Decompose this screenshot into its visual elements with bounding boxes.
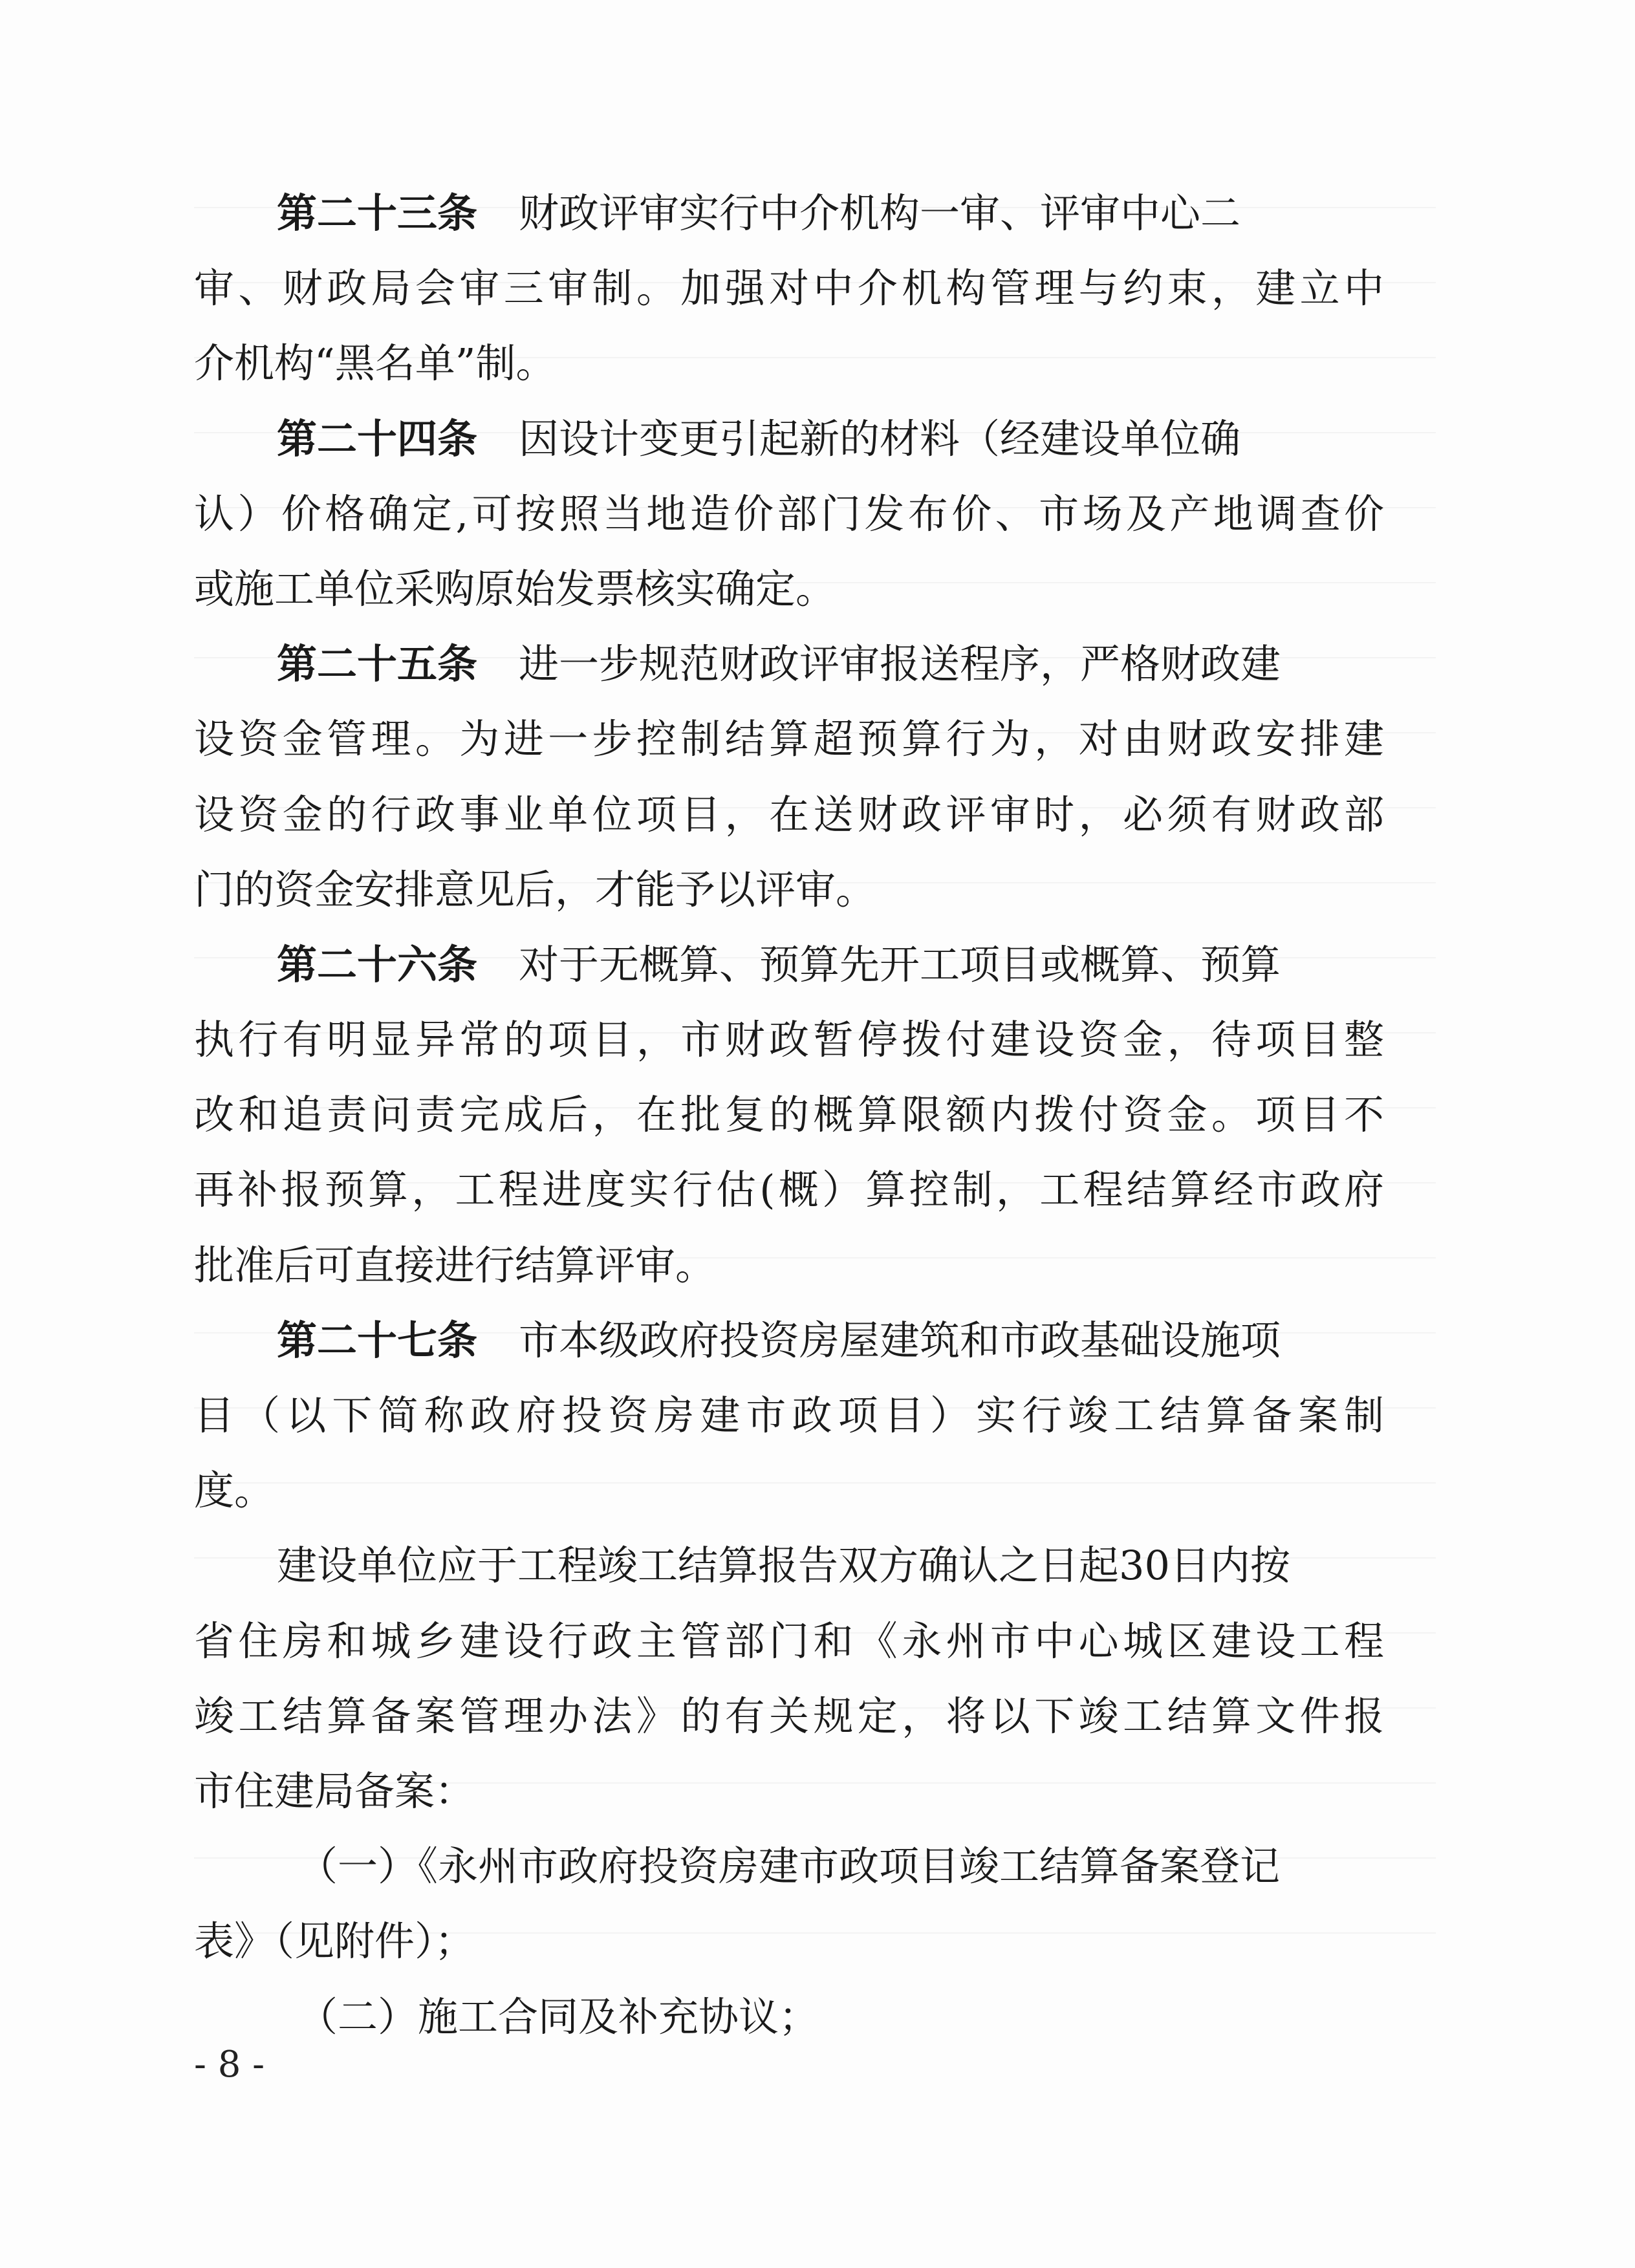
text-run: 度。 <box>194 1467 275 1515</box>
article-27-line-1 <box>194 1303 1423 1378</box>
text-run: 市本级政府投资房屋建筑和市政基础设施项 <box>519 1316 1281 1364</box>
page-number: - 8 - <box>194 2044 265 2086</box>
text-line <box>194 1002 1423 1077</box>
text-run: 批准后可直接进行结算评审。 <box>194 1241 716 1289</box>
paragraph-line <box>194 1528 1423 1603</box>
article-25-line-1 <box>194 627 1423 702</box>
text-run: 设资金的行政事业单位项目，在送财政评审时，必须有财政部 <box>194 790 1384 838</box>
text-line <box>194 552 1423 627</box>
list-item-line <box>194 1980 1423 2055</box>
text-run: 介机构“黑名单”制。 <box>194 340 556 387</box>
text-run: 执行有明显异常的项目，市财政暂停拨付建设资金，待项目整 <box>194 1016 1384 1064</box>
text-run: 目（以下简称政府投资房建市政项目）实行竣工结算备案制 <box>194 1392 1384 1439</box>
article-26-line-1 <box>194 927 1423 1002</box>
text-run: 或施工单位采购原始发票核实确定。 <box>194 565 836 612</box>
text-line <box>194 1378 1423 1453</box>
text-line <box>194 1453 1423 1528</box>
text-line <box>194 1904 1423 1979</box>
text-run: 竣工结算备案管理办法》的有关规定，将以下竣工结算文件报 <box>194 1692 1384 1740</box>
text-run: 财政评审实行中介机构一审、评审中心二 <box>519 189 1241 237</box>
text-line <box>194 777 1423 852</box>
text-line <box>194 477 1423 552</box>
article-heading: 第二十七条 <box>277 1316 478 1364</box>
text-run: 再补报预算，工程进度实行估(概）算控制，工程结算经市政府 <box>194 1166 1384 1214</box>
text-line <box>194 1604 1423 1679</box>
article-23-line-1 <box>194 176 1423 251</box>
text-line <box>194 702 1423 777</box>
text-run: 因设计变更引起新的材料（经建设单位确 <box>519 415 1241 462</box>
text-run: 设资金管理。为进一步控制结算超预算行为，对由财政安排建 <box>194 715 1384 763</box>
text-run: 门的资金安排意见后，才能予以评审。 <box>194 865 876 913</box>
article-heading: 第二十六条 <box>277 940 478 988</box>
text-line <box>194 326 1423 401</box>
article-heading: 第二十三条 <box>277 189 478 237</box>
article-heading: 第二十四条 <box>277 415 478 462</box>
list-item-line <box>194 1829 1423 1904</box>
text-run: 对于无概算、预算先开工项目或概算、预算 <box>519 940 1281 988</box>
text-run: 认）价格确定,可按照当地造价部门发布价、市场及产地调查价 <box>194 490 1384 537</box>
article-24-line-1 <box>194 402 1423 477</box>
text-run: （一）《永州市政府投资房建市政项目竣工结算备案登记 <box>298 1842 1281 1890</box>
text-run: 改和追责问责完成后，在批复的概算限额内拨付资金。项目不 <box>194 1091 1384 1139</box>
text-run: （二）施工合同及补充协议； <box>298 1993 819 2040</box>
text-line <box>194 852 1423 927</box>
text-run: 建设单位应于工程竣工结算报告双方确认之日起30日内按 <box>277 1542 1290 1590</box>
text-run: 表》（见附件）； <box>194 1917 475 1965</box>
text-run: 审、财政局会审三审制。加强对中介机构管理与约束，建立中 <box>194 265 1384 312</box>
document-body <box>194 176 1423 2055</box>
text-run: 省住房和城乡建设行政主管部门和《永州市中心城区建设工程 <box>194 1617 1384 1665</box>
text-run: 进一步规范财政评审报送程序，严格财政建 <box>519 640 1281 688</box>
text-run: 市住建局备案： <box>194 1767 475 1815</box>
text-line <box>194 1077 1423 1152</box>
text-line <box>194 1152 1423 1227</box>
text-line <box>194 1754 1423 1829</box>
text-line <box>194 1228 1423 1303</box>
text-line <box>194 251 1423 326</box>
text-line <box>194 1679 1423 1754</box>
article-heading: 第二十五条 <box>277 640 478 688</box>
